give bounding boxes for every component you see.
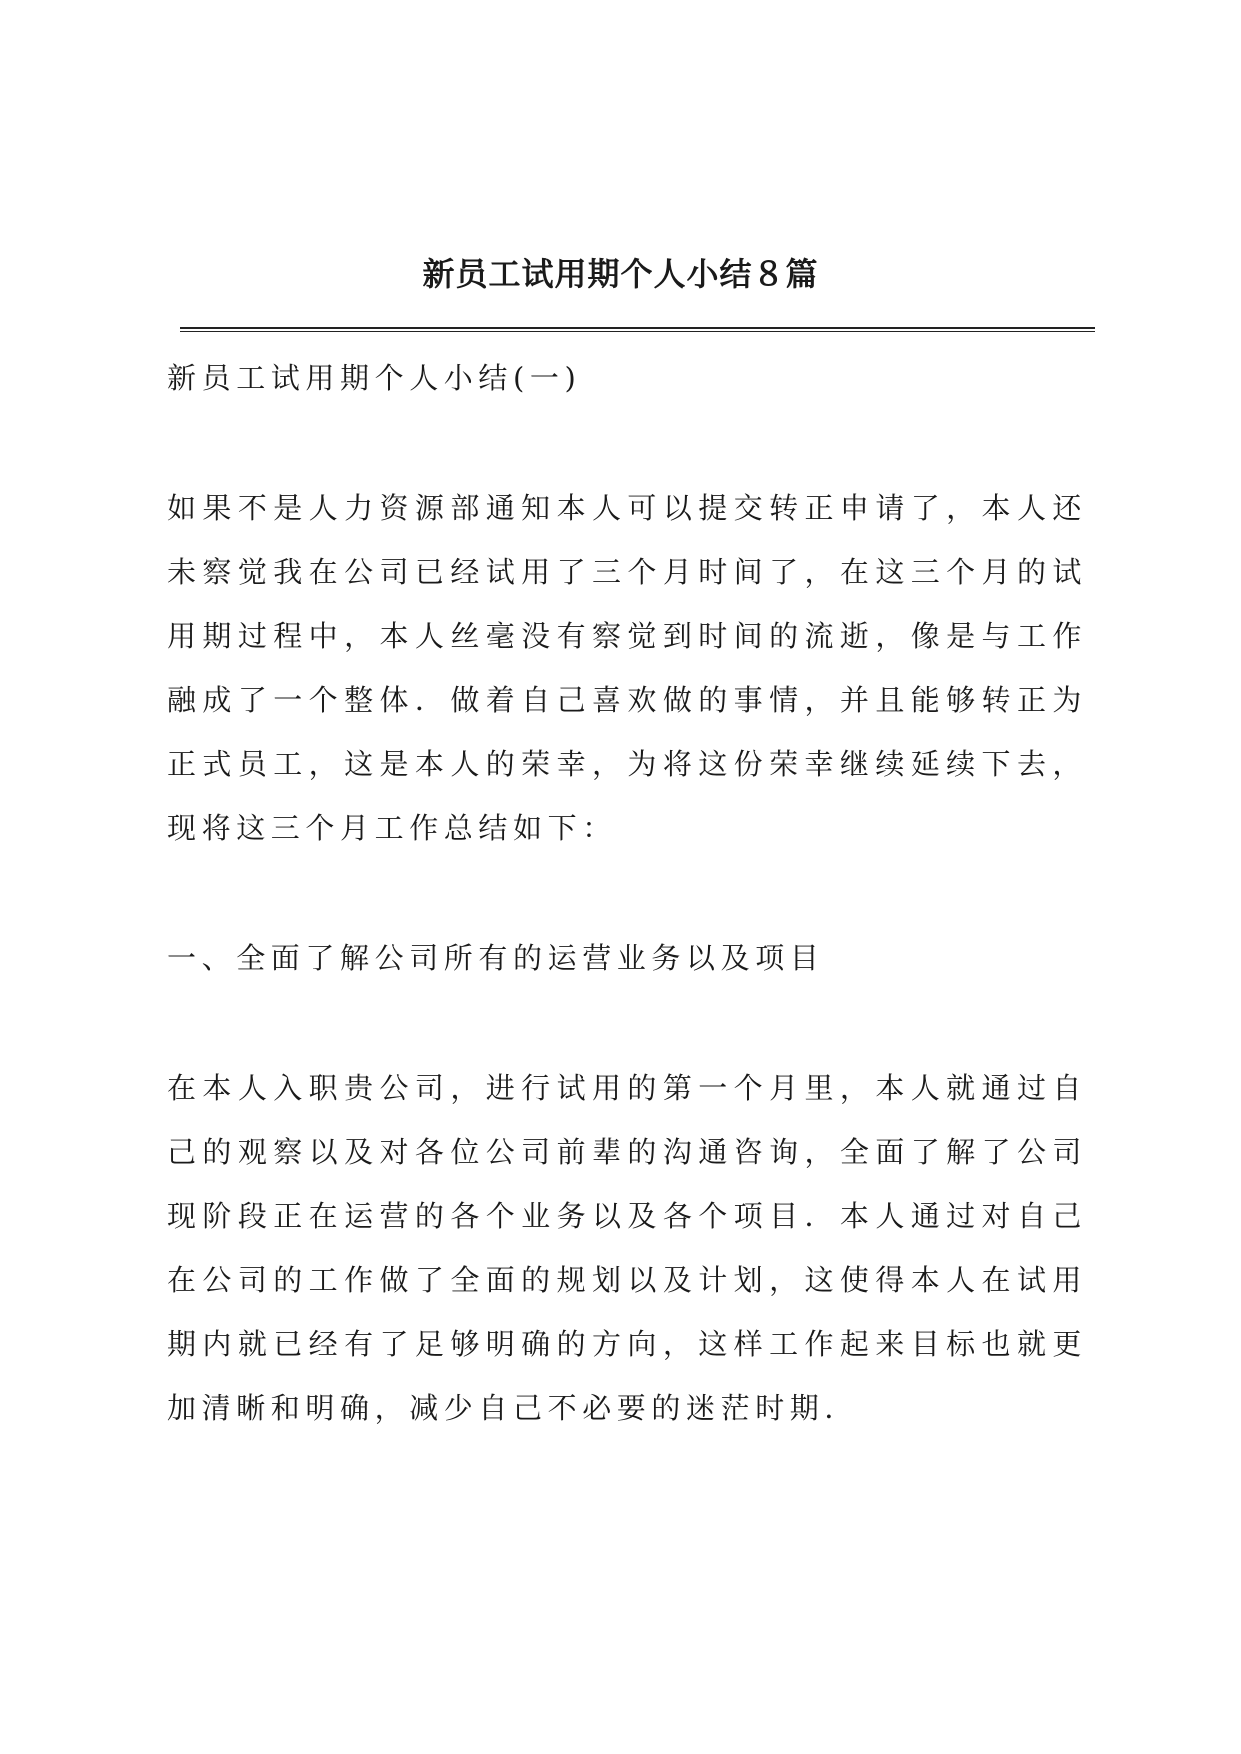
paragraph-intro: 如果不是人力资源部通知本人可以提交转正申请了，本人还未察觉我在公司已经试用了三个月时间了，在这三个月的试用期过程中，本人丝毫没有察觉到时间的流逝，像是与工作融成了一个整体．做着自己喜欢做的事情，并且能够转正为正式员工，这是本人的荣幸，为将这份荣幸继续延续下去，现将这三个月工作总结如下： <box>167 491 1087 845</box>
section-heading-1: 一、全面了解公司所有的运营业务以及项目 <box>167 941 825 975</box>
section-subtitle: 新员工试用期个人小结(一) <box>167 361 582 395</box>
document-title: 新员工试用期个人小结８篇 <box>422 255 819 293</box>
paragraph-section-1: 在本人入职贵公司，进行试用的第一个月里，本人就通过自己的观察以及对各位公司前辈的沟通咨询，全面了解了公司现阶段正在运营的各个业务以及各个项目．本人通过对自己在公司的工作做了全面的规划以及计划，这使得本人在试用期内就已经有了足够明确的方向，这样工作起来目标也就更加清晰和明确，减少自己不必要的迷茫时期． <box>167 1071 1087 1425</box>
title-divider <box>180 327 1095 332</box>
